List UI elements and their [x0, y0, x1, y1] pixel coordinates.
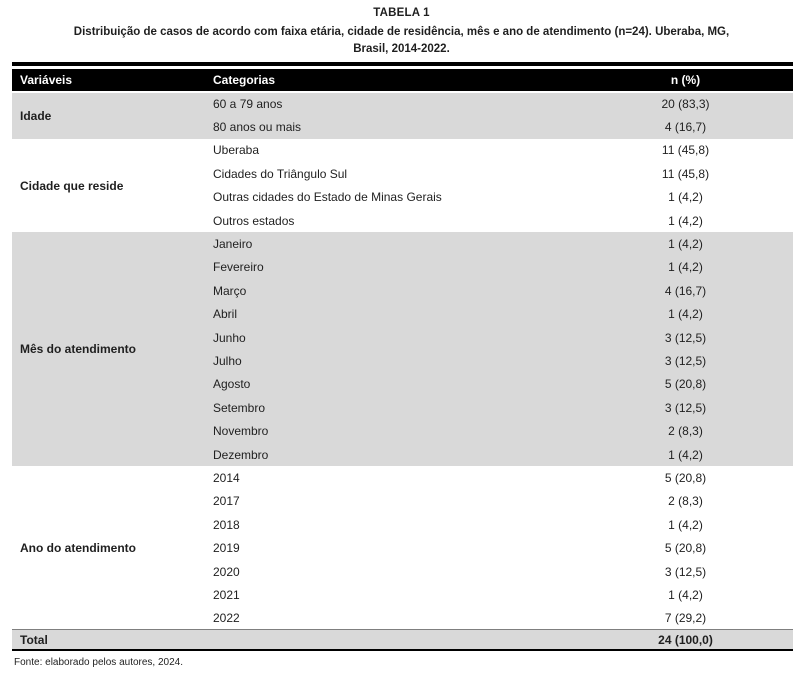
caption-line-1: Distribuição de casos de acordo com faixa etária, cidade de residência, mês e ano de atendimento (n=24). Uberaba, MG, [73, 26, 730, 38]
category-cell: 2020 [213, 564, 240, 579]
value-cell: 3 (12,5) [664, 564, 707, 579]
source-note: Fonte: elaborado pelos autores, 2024. [14, 656, 184, 668]
value-cell: 1 (4,2) [668, 587, 703, 602]
value-cell: 7 (29,2) [664, 611, 707, 626]
table-body [12, 92, 793, 630]
category-cell: Uberaba [213, 143, 260, 158]
table-row [12, 232, 793, 255]
category-cell: Cidades do Triângulo Sul [213, 166, 348, 181]
value-cell: 2 (8,3) [668, 494, 703, 509]
header-row [12, 69, 793, 92]
header-cell-variaveis: Variáveis [12, 69, 213, 92]
category-cell: 2014 [213, 470, 240, 485]
value-cell: 1 (4,2) [668, 190, 703, 205]
total-label-cell: Total [12, 630, 578, 650]
value-cell: 4 (16,7) [578, 279, 793, 302]
value-cell: 1 (4,2) [578, 232, 793, 255]
category-cell: Abril [213, 303, 578, 326]
table-footer [12, 630, 793, 650]
category-cell: Março [213, 279, 578, 302]
table-caption [0, 24, 803, 58]
page-title: TABELA 1 [373, 7, 430, 19]
value-cell: 2 (8,3) [578, 419, 793, 442]
value-cell: 5 (20,8) [578, 373, 793, 396]
table-row [12, 466, 793, 489]
category-cell: 60 a 79 anos [213, 92, 578, 115]
value-cell: 20 (83,3) [578, 92, 793, 115]
value-cell: 1 (4,2) [578, 256, 793, 279]
value-cell: 1 (4,2) [668, 517, 703, 532]
value-cell: 1 (4,2) [668, 213, 703, 228]
variable-cell: Ano do atendimento [20, 540, 136, 555]
category-cell: Agosto [213, 373, 578, 396]
category-cell: Julho [213, 349, 578, 372]
category-cell: 2022 [213, 611, 240, 626]
variable-cell: Mês do atendimento [12, 232, 213, 466]
value-cell: 11 (45,8) [661, 143, 710, 158]
category-cell: 80 anos ou mais [213, 115, 578, 138]
category-cell: Dezembro [213, 443, 578, 466]
value-cell: 11 (45,8) [661, 166, 710, 181]
table-row [12, 92, 793, 115]
header-cell-categorias: Categorias [213, 69, 578, 92]
category-cell: 2018 [213, 517, 240, 532]
value-cell: 3 (12,5) [578, 349, 793, 372]
category-cell: Setembro [213, 396, 578, 419]
category-cell: Fevereiro [213, 256, 578, 279]
category-cell: Novembro [213, 419, 578, 442]
category-cell: 2017 [213, 494, 240, 509]
category-cell: Outras cidades do Estado de Minas Gerais [213, 190, 442, 205]
total-row [12, 630, 793, 650]
value-cell: 5 (20,8) [664, 541, 707, 556]
data-table [12, 69, 793, 651]
category-cell: Outros estados [213, 213, 295, 228]
value-cell: 3 (12,5) [578, 396, 793, 419]
title-block [0, 0, 803, 58]
table-row [12, 139, 793, 162]
table-header [12, 69, 793, 92]
category-cell: Janeiro [213, 232, 578, 255]
header-cell-n: n (%) [578, 69, 793, 92]
category-cell: 2019 [213, 541, 240, 556]
value-cell: 1 (4,2) [578, 443, 793, 466]
value-cell: 1 (4,2) [578, 303, 793, 326]
caption-line-2: Brasil, 2014-2022. [353, 43, 450, 55]
category-cell: Junho [213, 326, 578, 349]
variable-cell: Idade [12, 92, 213, 139]
value-cell: 4 (16,7) [578, 115, 793, 138]
variable-cell: Cidade que reside [20, 178, 124, 193]
table-area [12, 62, 793, 651]
table-top-rule [12, 62, 793, 66]
value-cell: 5 (20,8) [664, 470, 707, 485]
value-cell: 3 (12,5) [578, 326, 793, 349]
category-cell: 2021 [213, 587, 240, 602]
total-value-cell: 24 (100,0) [578, 630, 793, 650]
